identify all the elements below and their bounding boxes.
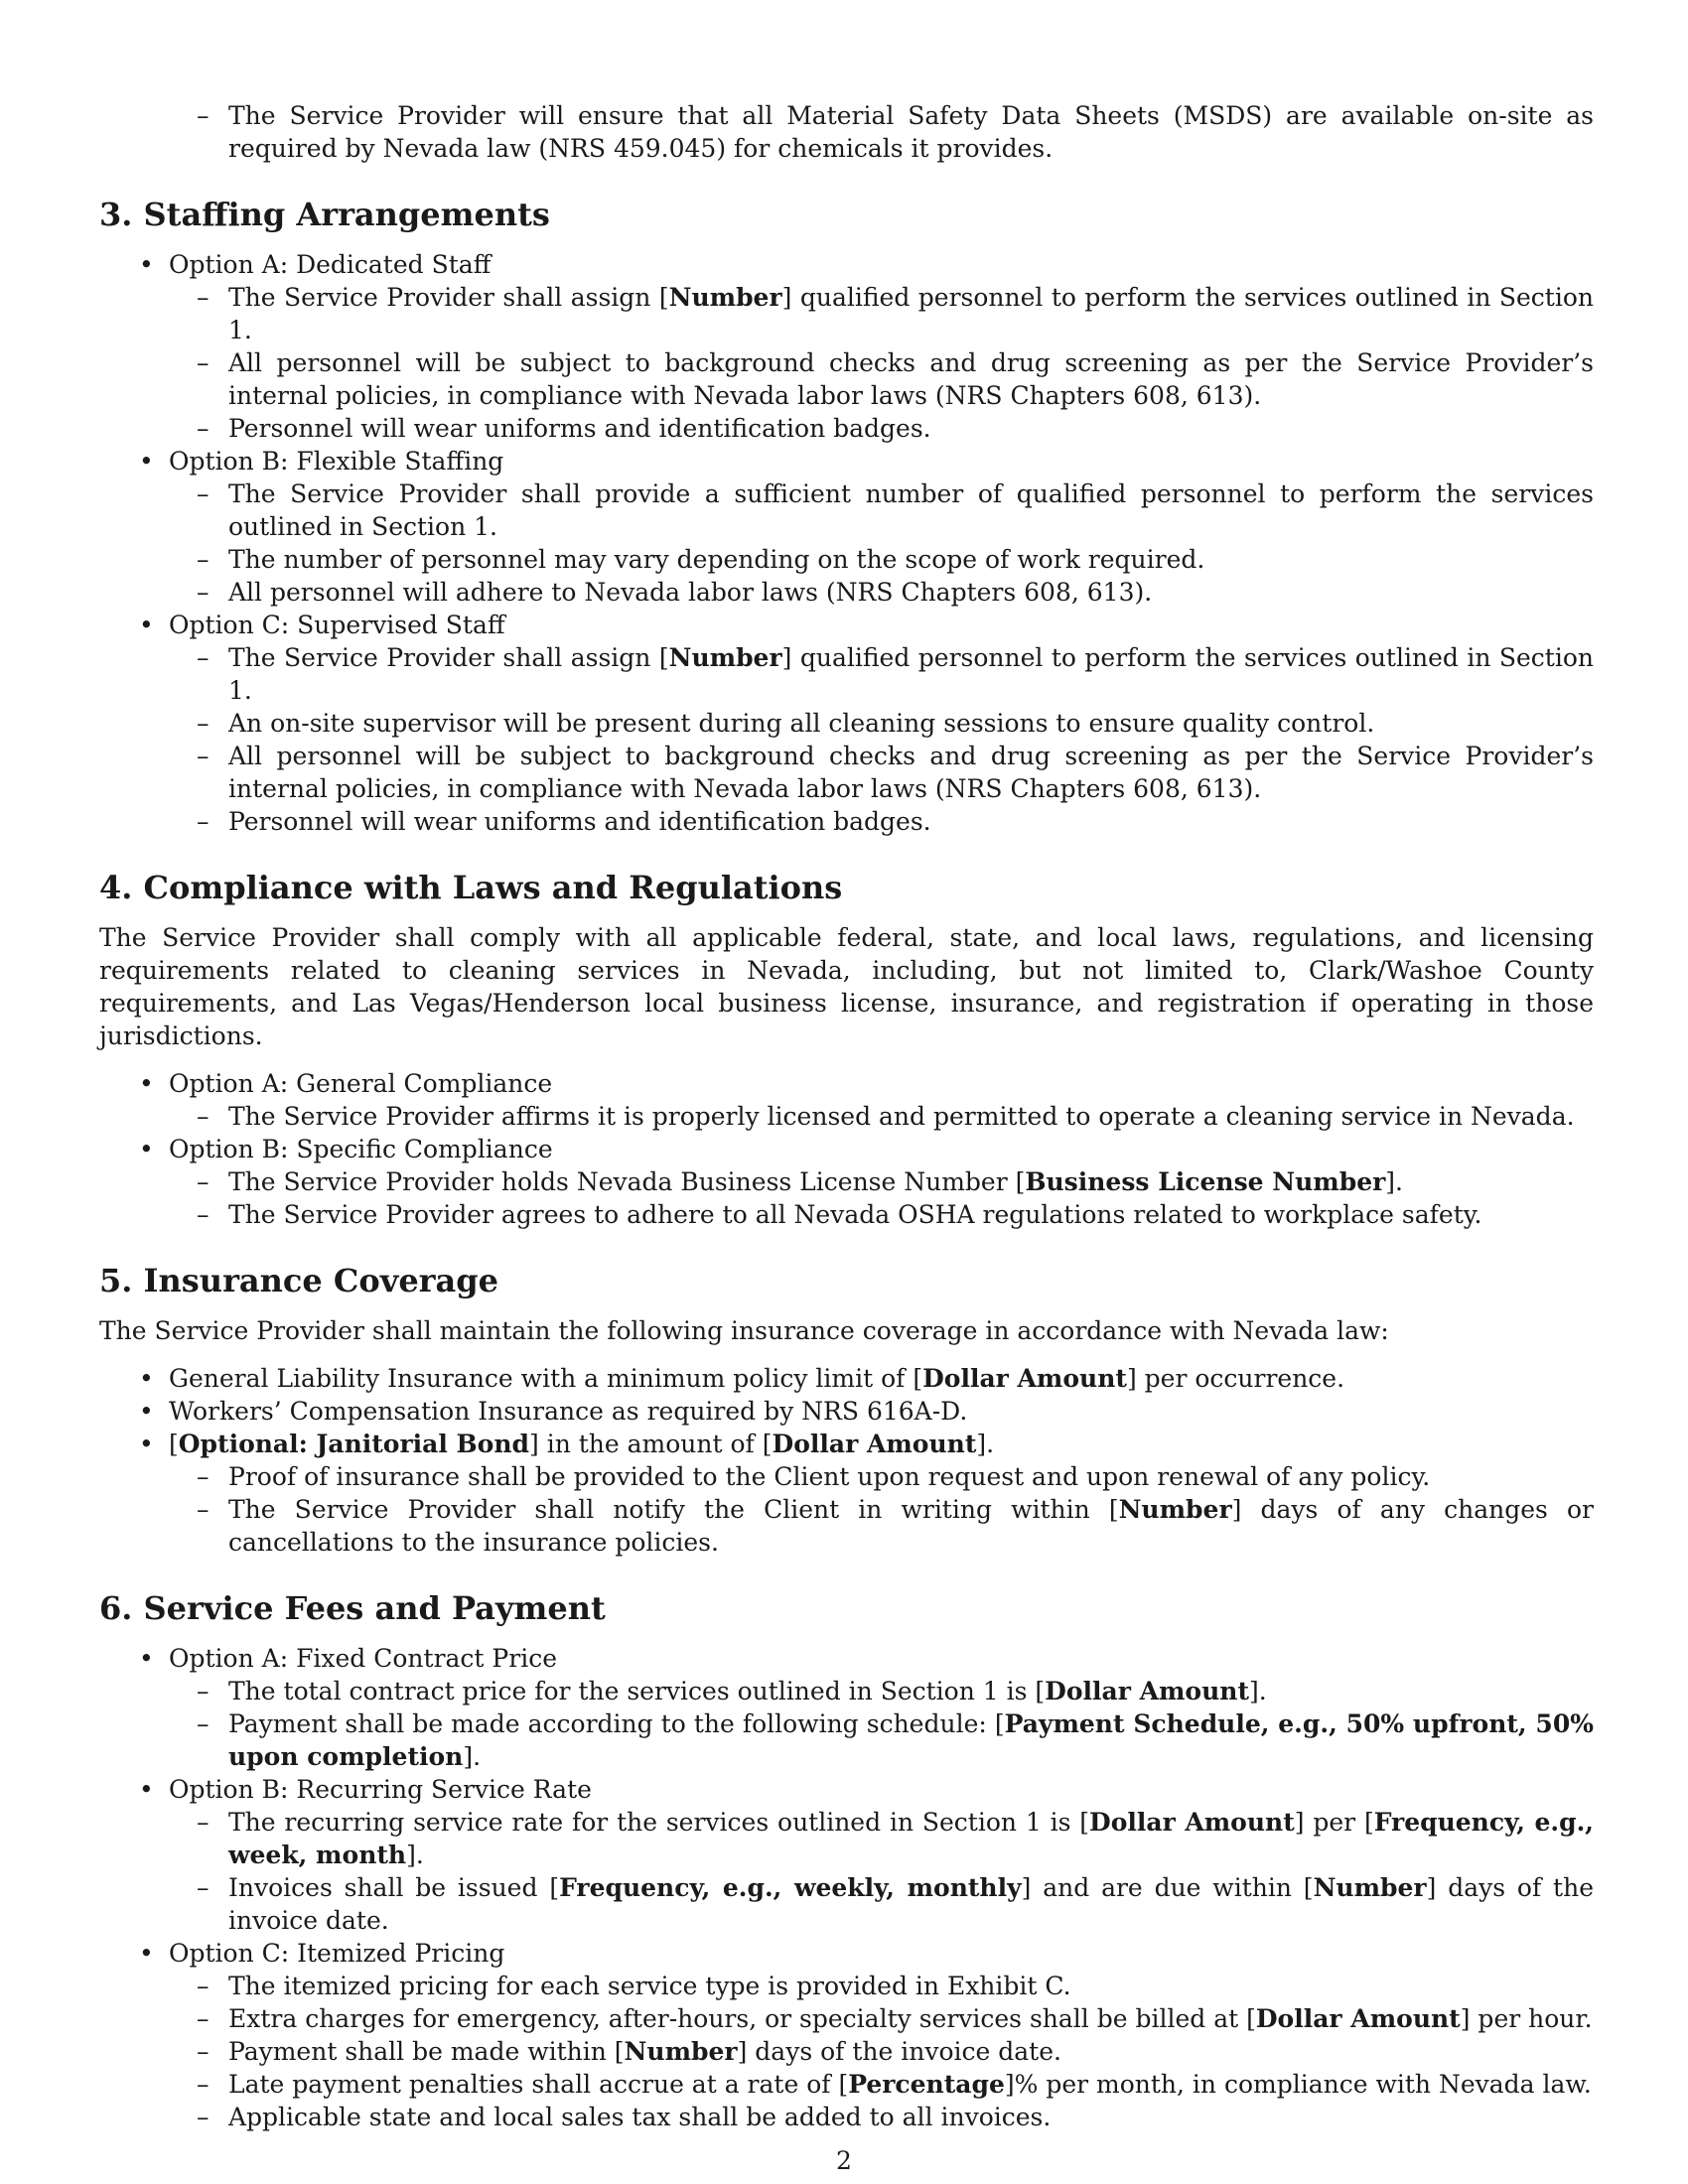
list-item: – An on-site supervisor will be present during all cleaning sessions to ensure quality control. (99, 707, 1594, 740)
list-item: – The recurring service rate for the services outlined in Section 1 is [Dollar Amount] per [Frequency, e.g., week, month]. (99, 1806, 1594, 1871)
list-item: – Late payment penalties shall accrue at a rate of [Percentage]% per month, in compliance with Nevada law. (99, 2068, 1594, 2101)
section-heading-insurance: 5. Insurance Coverage (99, 1262, 498, 1299)
list-item: • General Liability Insurance with a minimum policy limit of [Dollar Amount] per occurrence. (99, 1362, 1594, 1395)
section-intro: The Service Provider shall comply with all applicable federal, state, and local laws, regulations, and licensing requirements related to cleaning services in Nevada, including, but not limited to, Clark/Washoe County requirements, and Las Vegas/Henderson local business license, insurance, and registration if operating in those jurisdictions. (99, 923, 1594, 1050)
list-item: – Payment shall be made within [Number] days of the invoice date. (99, 2035, 1594, 2068)
section-intro: The Service Provider shall maintain the following insurance coverage in accordance with Nevada law: (99, 1316, 1389, 1345)
list-item: • [Optional: Janitorial Bond] in the amount of [Dollar Amount]. (99, 1428, 1594, 1460)
list-item: – The Service Provider shall provide a sufficient number of qualified personnel to perform the services outlined in Section 1. (99, 478, 1594, 543)
option-label: • Option A: Dedicated Staff (99, 248, 1594, 281)
option-label: • Option A: Fixed Contract Price (99, 1642, 1594, 1675)
page-number: 2 (836, 2146, 852, 2175)
option-label: • Option B: Recurring Service Rate (99, 1773, 1594, 1806)
list-item: – The Service Provider will ensure that all Material Safety Data Sheets (MSDS) are available on-site as required by Nevada law (NRS 459.045) for chemicals it provides. (99, 99, 1594, 165)
list-item: – The Service Provider shall assign [Number] qualified personnel to perform the services outlined in Section 1. (99, 641, 1594, 707)
option-label: • Option C: Itemized Pricing (99, 1937, 1594, 1970)
option-label: • Option C: Supervised Staff (99, 609, 1594, 641)
list-item: – Payment shall be made according to the following schedule: [Payment Schedule, e.g., 50% upfront, 50% upon completion]. (99, 1707, 1594, 1773)
option-label: • Option A: General Compliance (99, 1067, 1594, 1100)
option-label: • Option B: Specific Compliance (99, 1133, 1594, 1165)
list-item: – Proof of insurance shall be provided to the Client upon request and upon renewal of any policy. (99, 1460, 1594, 1493)
list-item: – Applicable state and local sales tax shall be added to all invoices. (99, 2101, 1594, 2133)
list-item: – The Service Provider affirms it is properly licensed and permitted to operate a cleaning service in Nevada. (99, 1100, 1594, 1133)
option-label: • Option B: Flexible Staffing (99, 445, 1594, 478)
list-item: – The total contract price for the services outlined in Section 1 is [Dollar Amount]. (99, 1675, 1594, 1707)
list-item: – Personnel will wear uniforms and identification badges. (99, 805, 1594, 838)
list-item: • Workers’ Compensation Insurance as required by NRS 616A-D. (99, 1395, 1594, 1428)
list-item: – The number of personnel may vary depending on the scope of work required. (99, 543, 1594, 576)
list-item: – Invoices shall be issued [Frequency, e.g., weekly, monthly] and are due within [Number] days of the invoice date. (99, 1871, 1594, 1937)
list-item: – The itemized pricing for each service type is provided in Exhibit C. (99, 1970, 1594, 2002)
list-item: – The Service Provider shall notify the Client in writing within [Number] days of any changes or cancellations to the insurance policies. (99, 1493, 1594, 1559)
section-heading-staffing: 3. Staffing Arrangements (99, 196, 550, 233)
section-heading-fees: 6. Service Fees and Payment (99, 1589, 606, 1627)
list-item: – All personnel will be subject to background checks and drug screening as per the Service Provider’s internal policies, in compliance with Nevada labor laws (NRS Chapters 608, 613). (99, 346, 1594, 412)
list-item: – The Service Provider agrees to adhere to all Nevada OSHA regulations related to workplace safety. (99, 1198, 1594, 1231)
list-item: – The Service Provider shall assign [Number] qualified personnel to perform the services outlined in Section 1. (99, 281, 1594, 346)
list-item: – All personnel will adhere to Nevada labor laws (NRS Chapters 608, 613). (99, 576, 1594, 609)
list-item: – Extra charges for emergency, after-hours, or specialty services shall be billed at [Dollar Amount] per hour. (99, 2002, 1594, 2035)
list-item: – Personnel will wear uniforms and identification badges. (99, 412, 1594, 445)
document-page (99, 99, 1594, 2133)
list-item: – The Service Provider holds Nevada Business License Number [Business License Number]. (99, 1165, 1594, 1198)
section-heading-compliance: 4. Compliance with Laws and Regulations (99, 869, 843, 906)
list-item: – All personnel will be subject to background checks and drug screening as per the Service Provider’s internal policies, in compliance with Nevada labor laws (NRS Chapters 608, 613). (99, 740, 1594, 805)
